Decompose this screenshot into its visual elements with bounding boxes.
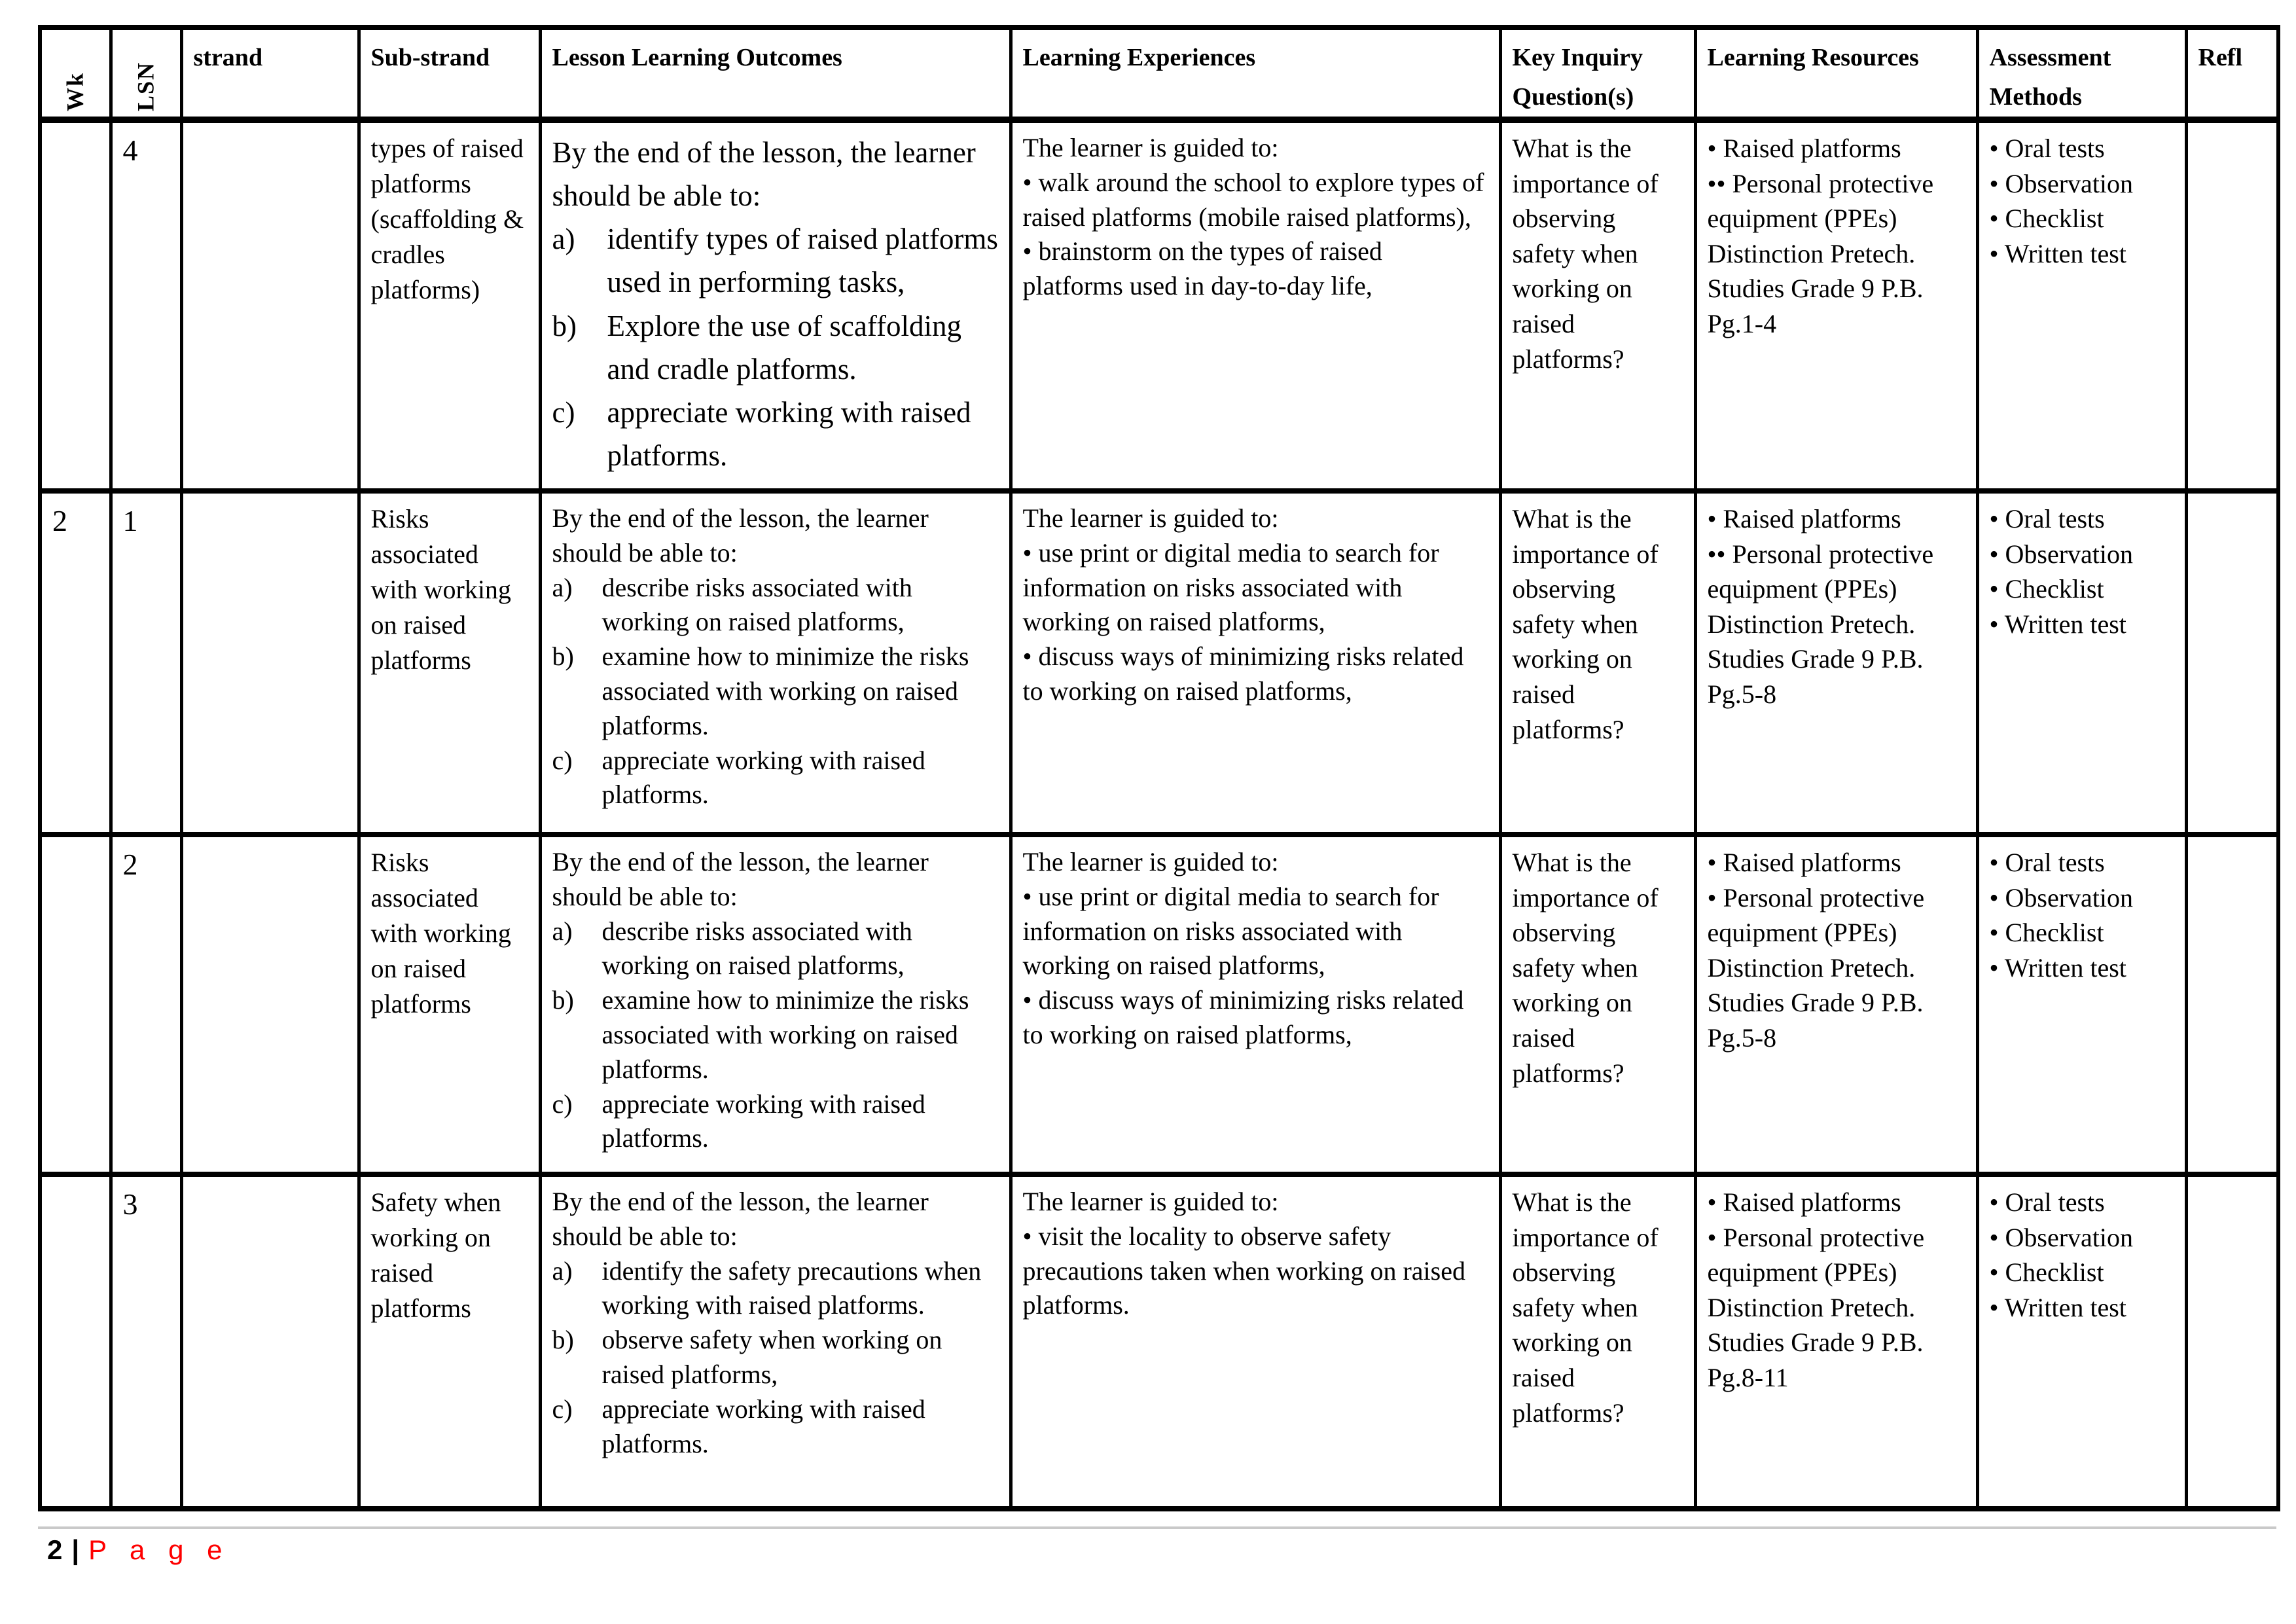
assessment-item: • Observation — [1989, 168, 2134, 198]
assessment-cell — [1977, 120, 2186, 491]
outcome-marker: b) — [552, 1325, 574, 1355]
outcome-marker: a) — [552, 572, 573, 602]
assessment-item: • Oral tests — [1989, 1187, 2105, 1218]
outcome-text: examine how to minimize the risks associated with working on raised platforms. — [601, 641, 969, 740]
resources-cell — [1695, 1174, 1977, 1509]
outcome-text: describe risks associated with working on raised platforms, — [601, 572, 912, 637]
footer-separator: | — [71, 1534, 80, 1565]
table-row-lesson-2 — [40, 835, 2278, 1174]
experience-item: • visit the locality to observe safety precautions taken when working on raised platforms. — [1022, 1221, 1465, 1320]
experiences-cell — [1011, 491, 1500, 835]
experiences-cell — [1011, 835, 1500, 1174]
assessment-cell — [1977, 491, 2186, 835]
outcome-item — [552, 1392, 999, 1462]
experience-item: • use print or digital media to search for information on risks associated with working on raised platforms, — [1022, 881, 1439, 981]
key-inquiry-cell: What is the importance of observing safety when working on raised platforms? — [1500, 120, 1695, 491]
outcomes-cell — [540, 491, 1011, 835]
header-lesson-learning-outcomes: Lesson Learning Outcomes — [540, 27, 1011, 120]
page-number: 2 — [47, 1534, 63, 1565]
assessment-item: • Oral tests — [1989, 504, 2105, 534]
header-learning-resources: Learning Resources — [1695, 27, 1977, 120]
experiences-intro: The learner is guided to: — [1022, 503, 1279, 533]
outcome-item — [552, 914, 999, 984]
outcomes-cell — [540, 120, 1011, 491]
sub-strand-cell: Risks associated with working on raised platforms — [359, 835, 540, 1174]
page-footer — [47, 1534, 230, 1566]
outcome-marker: c) — [552, 1394, 573, 1424]
resources-cell — [1695, 120, 1977, 491]
assessment-item: • Checklist — [1989, 918, 2104, 948]
assessment-item: • Observation — [1989, 882, 2134, 912]
assessment-item: • Checklist — [1989, 1257, 2104, 1288]
outcome-text: appreciate working with raised platforms. — [601, 1394, 925, 1458]
outcome-item — [552, 983, 999, 1087]
resource-item: • Raised platforms — [1707, 504, 1901, 534]
header-key-inquiry-questions: Key Inquiry Question(s) — [1500, 27, 1695, 120]
assessment-item: • Written test — [1989, 952, 2126, 983]
resource-item: • Personal protective equipment (PPEs) Distinction Pretech. Studies Grade 9 P.B. Pg.8-11 — [1707, 1222, 1925, 1393]
header-strand: strand — [181, 27, 359, 120]
outcome-text: examine how to minimize the risks associated with working on raised platforms. — [601, 985, 969, 1084]
experiences-intro: The learner is guided to: — [1022, 847, 1279, 877]
experiences-cell — [1011, 1174, 1500, 1509]
lsn-cell: 4 — [111, 120, 181, 491]
outcome-text: Explore the use of scaffolding and cradle platforms. — [607, 309, 962, 386]
experience-item: • discuss ways of minimizing risks related to working on raised platforms, — [1022, 641, 1464, 706]
lsn-cell: 1 — [111, 491, 181, 835]
assessment-cell — [1977, 835, 2186, 1174]
header-assessment-methods: Assessment Methods — [1977, 27, 2186, 120]
assessment-item: • Written test — [1989, 1292, 2126, 1322]
resource-item: • Raised platforms — [1707, 134, 1901, 164]
assessment-item: • Oral tests — [1989, 848, 2105, 878]
strand-cell — [181, 491, 359, 835]
assessment-item: • Checklist — [1989, 204, 2104, 234]
header-sub-strand: Sub-strand — [359, 27, 540, 120]
refl-cell — [2186, 120, 2278, 491]
assessment-item: • Written test — [1989, 609, 2126, 639]
outcome-marker: b) — [552, 641, 574, 672]
outcome-item — [552, 1323, 999, 1392]
outcome-marker: c) — [552, 395, 575, 429]
outcome-text: describe risks associated with working on raised platforms, — [601, 916, 912, 981]
header-row — [40, 27, 2278, 120]
outcome-marker: b) — [552, 985, 574, 1015]
scheme-of-work-table — [38, 25, 2280, 1511]
experience-item: • use print or digital media to search for information on risks associated with working on raised platforms, — [1022, 537, 1439, 637]
experiences-intro: The learner is guided to: — [1022, 1187, 1279, 1217]
outcome-text: appreciate working with raised platforms. — [601, 745, 925, 810]
wk-cell — [40, 835, 111, 1174]
refl-cell — [2186, 835, 2278, 1174]
sub-strand-cell: Safety when working on raised platforms — [359, 1174, 540, 1509]
assessment-item: • Observation — [1989, 1222, 2134, 1252]
table-row-lesson-3 — [40, 1174, 2278, 1509]
key-inquiry-cell: What is the importance of observing safety when working on raised platforms? — [1500, 1174, 1695, 1509]
outcome-text: appreciate working with raised platforms. — [607, 395, 971, 473]
footer-divider — [38, 1526, 2276, 1529]
outcome-text: appreciate working with raised platforms. — [601, 1089, 925, 1153]
table-row-lesson-4 — [40, 120, 2278, 491]
assessment-item: • Checklist — [1989, 574, 2104, 604]
experiences-cell — [1011, 120, 1500, 491]
outcome-marker: c) — [552, 745, 573, 775]
resource-item: • Raised platforms — [1707, 848, 1901, 878]
experience-item: • walk around the school to explore types of raised platforms (mobile raised platforms), — [1022, 167, 1484, 232]
experience-item: • discuss ways of minimizing risks related to working on raised platforms, — [1022, 985, 1464, 1050]
resource-item: • Raised platforms — [1707, 1187, 1901, 1218]
outcome-text: identify the safety precautions when working with raised platforms. — [601, 1255, 982, 1320]
wk-cell — [40, 1174, 111, 1509]
outcomes-intro: By the end of the lesson, the learner should be able to: — [552, 847, 929, 911]
header-wk-label: Wk — [62, 72, 88, 112]
outcome-item — [552, 217, 999, 304]
outcomes-intro: By the end of the lesson, the learner should be able to: — [552, 1187, 929, 1251]
assessment-item: • Observation — [1989, 539, 2134, 569]
header-lsn — [111, 27, 181, 120]
outcomes-cell — [540, 1174, 1011, 1509]
strand-cell — [181, 1174, 359, 1509]
refl-cell — [2186, 1174, 2278, 1509]
sub-strand-cell: Risks associated with working on raised platforms — [359, 491, 540, 835]
refl-cell — [2186, 491, 2278, 835]
experiences-intro: The learner is guided to: — [1022, 133, 1279, 163]
assessment-cell — [1977, 1174, 2186, 1509]
lsn-cell: 2 — [111, 835, 181, 1174]
outcome-item — [552, 571, 999, 640]
table-row-week-2-lesson-1 — [40, 491, 2278, 835]
strand-cell — [181, 120, 359, 491]
outcome-text: identify types of raised platforms used in performing tasks, — [607, 223, 998, 299]
header-learning-experiences: Learning Experiences — [1011, 27, 1500, 120]
outcome-item — [552, 1087, 999, 1157]
outcome-marker: c) — [552, 1089, 573, 1119]
resources-cell — [1695, 835, 1977, 1174]
outcome-item — [552, 640, 999, 743]
resource-item: •• Personal protective equipment (PPEs) Distinction Pretech. Studies Grade 9 P.B. Pg.5-8 — [1707, 539, 1934, 710]
outcome-item — [552, 391, 999, 477]
outcomes-intro: By the end of the lesson, the learner should be able to: — [552, 503, 929, 568]
outcomes-cell — [540, 835, 1011, 1174]
outcome-marker: b) — [552, 309, 577, 342]
assessment-item: • Oral tests — [1989, 134, 2105, 164]
wk-cell — [40, 120, 111, 491]
sub-strand-cell: types of raised platforms (scaffolding & cradles platforms) — [359, 120, 540, 491]
outcome-marker: a) — [552, 223, 575, 256]
outcomes-intro: By the end of the lesson, the learner should be able to: — [552, 136, 976, 213]
lsn-cell: 3 — [111, 1174, 181, 1509]
outcome-item — [552, 304, 999, 391]
wk-cell: 2 — [40, 491, 111, 835]
resources-cell — [1695, 491, 1977, 835]
outcome-text: observe safety when working on raised platforms, — [601, 1325, 942, 1390]
header-lsn-label: LSN — [132, 62, 159, 112]
assessment-item: • Written test — [1989, 238, 2126, 268]
strand-cell — [181, 835, 359, 1174]
resource-item: •• Personal protective equipment (PPEs) Distinction Pretech. Studies Grade 9 P.B. Pg.1-4 — [1707, 168, 1934, 339]
key-inquiry-cell: What is the importance of observing safety when working on raised platforms? — [1500, 491, 1695, 835]
outcome-item — [552, 744, 999, 813]
resource-item: • Personal protective equipment (PPEs) Distinction Pretech. Studies Grade 9 P.B. Pg.5-8 — [1707, 882, 1925, 1053]
outcome-item — [552, 1254, 999, 1324]
footer-page-label: P a g e — [88, 1534, 230, 1565]
header-wk — [40, 27, 111, 120]
outcome-marker: a) — [552, 916, 573, 946]
experience-item: • brainstorm on the types of raised platforms used in day-to-day life, — [1022, 236, 1382, 301]
header-refl: Refl — [2186, 27, 2278, 120]
key-inquiry-cell: What is the importance of observing safety when working on raised platforms? — [1500, 835, 1695, 1174]
outcome-marker: a) — [552, 1255, 573, 1286]
